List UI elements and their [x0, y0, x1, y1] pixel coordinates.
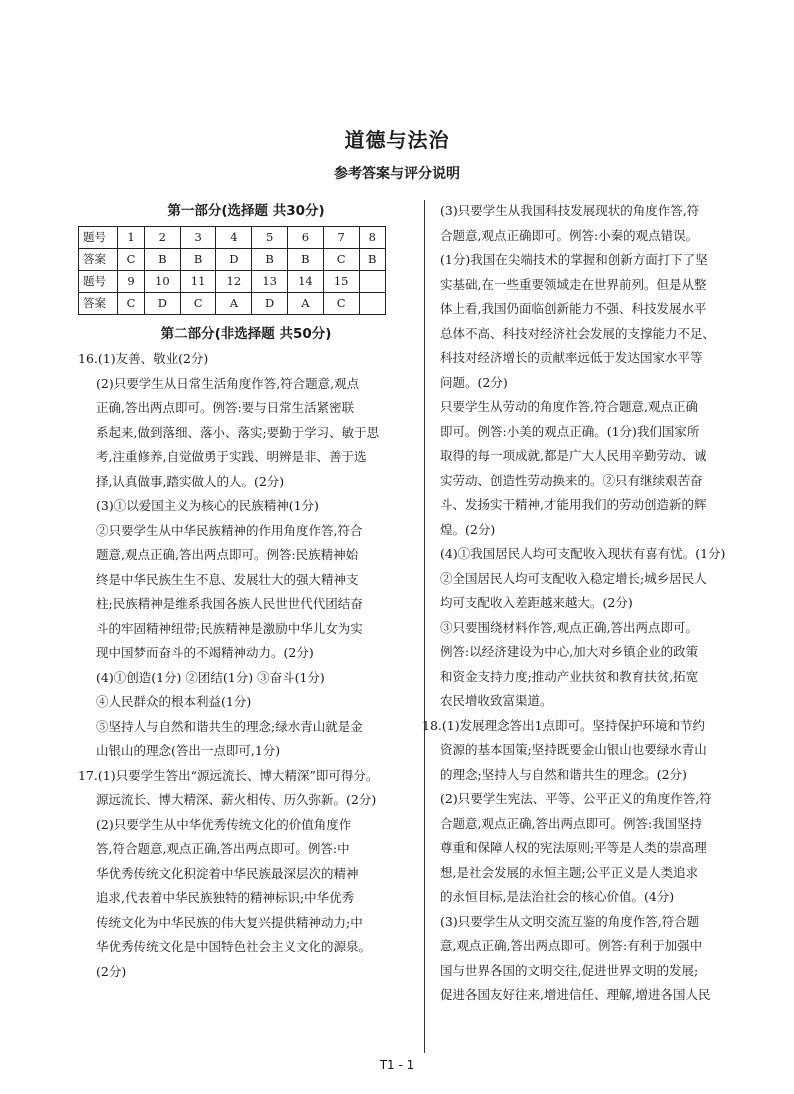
- table-cell: [359, 293, 385, 315]
- part2-heading: 第二部分(非选择题 共50分): [160, 326, 332, 342]
- page-number: T1 - 1: [379, 1058, 415, 1072]
- right-column: [422, 199, 730, 1008]
- table-cell: C: [118, 249, 145, 271]
- part1-heading: 第一部分(选择题 共30分): [167, 203, 325, 219]
- table-row: [79, 227, 386, 249]
- table-cell: 15: [323, 271, 359, 293]
- table-cell: [359, 271, 385, 293]
- answer-line: 想,是社会发展的永恒主题;公平正义是人类追求: [440, 864, 699, 880]
- answer-line: 农民增收致富渠道。: [440, 693, 553, 708]
- left-answers: [78, 347, 414, 984]
- table-cell: 2: [144, 227, 180, 249]
- table-cell: D: [144, 293, 180, 315]
- table-cell: 4: [216, 227, 252, 249]
- table-cell: 14: [288, 271, 324, 293]
- answer-line: 择,认真做事,踏实做人的人。(2分): [96, 473, 285, 489]
- answer-line: 17.(1)只要学生答出“源远流长、博大精深”即可得分。: [78, 767, 379, 783]
- column-divider: [424, 200, 425, 1053]
- answer-line: (3)只要学生从文明交流互鉴的角度作答,符合题: [440, 913, 700, 929]
- table-cell: 1: [118, 227, 145, 249]
- answer-line: 正确,答出两点即可。例答:要与日常生活紧密联: [96, 400, 355, 415]
- table-cell: B: [144, 249, 180, 271]
- answer-line: (2)只要学生从中华优秀传统文化的价值角度作: [96, 816, 352, 832]
- table-row-header: 答案: [79, 249, 118, 271]
- page-title: 道德与法治: [344, 128, 450, 152]
- answer-line: 国与世界各国的文明交往,促进世界文明的发展;: [440, 962, 699, 978]
- answer-line: 取得的每一项成就,都是广大人民用辛勤劳动、诚: [440, 448, 707, 463]
- answer-line: 追求,代表着中华民族独特的精神标识;中华优秀: [96, 890, 355, 905]
- table-cell: A: [216, 293, 252, 315]
- table-cell: A: [288, 293, 324, 315]
- answer-line: 例答:以经济建设为中心,加大对乡镇企业的政策: [440, 644, 699, 659]
- right-answers: [422, 199, 730, 1008]
- table-cell: 12: [216, 271, 252, 293]
- answer-line: ③只要围绕材料作答,观点正确,答出两点即可。: [440, 619, 698, 635]
- answer-line: 的理念;坚持人与自然和谐共生的理念。(2分): [440, 766, 687, 782]
- table-cell: 7: [323, 227, 359, 249]
- table-cell: C: [180, 293, 216, 315]
- answer-line: (1分)我国在尖端技术的掌握和创新方面打下了坚: [440, 252, 708, 267]
- answer-line: 的永恒目标,是法治社会的核心价值。(4分): [440, 889, 675, 904]
- table-cell: 10: [144, 271, 180, 293]
- table-cell: 13: [252, 271, 288, 293]
- answer-line: (4)①创造(1分) ②团结(1分) ③奋斗(1分): [96, 669, 325, 685]
- page-subtitle: 参考答案与评分说明: [334, 166, 460, 182]
- answer-line: 实劳动、创造性劳动换来的。②只有继续艰苦奋: [440, 472, 703, 488]
- left-column: [78, 198, 414, 984]
- answer-line: (2分): [96, 963, 127, 979]
- table-row-header: 题号: [79, 271, 118, 293]
- answer-line: 18.(1)发展理念答出1点即可。坚持保护环境和节约: [422, 717, 706, 733]
- table-row: [79, 249, 386, 271]
- table-cell: D: [252, 293, 288, 315]
- answer-line: 总体不高、科技对经济社会发展的支撑能力不足、: [440, 325, 716, 341]
- answer-line: 华优秀传统文化是中国特色社会主义文化的源泉。: [96, 939, 372, 954]
- table-cell: B: [359, 249, 385, 271]
- table-row: [79, 293, 386, 315]
- answer-line: 煌。(2分): [440, 521, 496, 537]
- answer-line: 和资金支持力度;推动产业扶贫和教育扶贫,拓宽: [440, 668, 699, 684]
- answer-line: (4)①我国居民人均可支配收入现状有喜有忧。(1分): [440, 546, 726, 561]
- answer-line: 体上看,我国仍面临创新能力不强、科技发展水平: [440, 301, 707, 316]
- table-cell: C: [323, 249, 359, 271]
- answer-line: 促进各国友好往来,增进信任、理解,增进各国人民: [440, 987, 711, 1002]
- answer-line: 考,注重修养,自觉做勇于实践、明辨是非、善于选: [96, 449, 367, 464]
- answer-line: ②只要学生从中华民族精神的作用角度作答,符合: [96, 522, 363, 538]
- answer-line: 合题意,观点正确,答出两点即可。例答:我国坚持: [440, 815, 703, 831]
- answer-line: 现中国梦而奋斗的不竭精神动力。(2分): [96, 645, 314, 660]
- answer-line: 华优秀传统文化积淀着中华民族最深层次的精神: [96, 865, 359, 881]
- answer-line: 柱;民族精神是维系我国各族人民世世代代团结奋: [96, 596, 363, 611]
- answer-line: 传统文化为中华民族的伟大复兴提供精神动力;中: [96, 914, 363, 930]
- answer-line: ②全国居民人均可支配收入稳定增长;城乡居民人: [440, 570, 707, 586]
- answer-line: (3)只要学生从我国科技发展现状的角度作答,符: [440, 203, 700, 218]
- answer-line: 16.(1)友善、敬业(2分): [78, 351, 209, 366]
- answer-line: (2)只要学生宪法、平等、公平正义的角度作答,符: [440, 791, 712, 806]
- answer-line: 系起来,做到落细、落小、落实;要勤于学习、敏于思: [96, 424, 380, 440]
- answer-line: (3)①以爱国主义为核心的民族精神(1分): [96, 498, 319, 513]
- answer-line: 答,符合题意,观点正确,答出两点即可。例答:中: [96, 841, 350, 856]
- table-cell: B: [252, 249, 288, 271]
- table-cell: B: [288, 249, 324, 271]
- answer-line: 意,观点正确,答出两点即可。例答:有利于加强中: [440, 938, 703, 953]
- answer-table: [78, 226, 386, 315]
- answer-line: 斗的牢固精神纽带;民族精神是激励中华儿女为实: [96, 620, 363, 636]
- answer-line: 山银山的理念(答出一点即可,1分): [96, 743, 281, 758]
- table-row: [79, 271, 386, 293]
- table-cell: 8: [359, 227, 385, 249]
- table-cell: C: [323, 293, 359, 315]
- answer-line: 源远流长、博大精深、薪火相传、历久弥新。(2分): [96, 792, 377, 807]
- answer-line: 尊重和保障人权的宪法原则;平等是人类的崇高理: [440, 840, 707, 855]
- answer-line: 科技对经济增长的贡献率远低于发达国家水平等: [440, 350, 703, 365]
- answer-line: 实基础,在一些重要领域走在世界前列。但是从整: [440, 276, 707, 292]
- answer-line: 均可支配收入差距越来越大。(2分): [440, 595, 633, 610]
- table-cell: C: [118, 293, 145, 315]
- answer-line: 斗、发扬实干精神,才能用我们的劳动创造新的辉: [440, 497, 707, 512]
- answer-line: 资源的基本国策;坚持既要金山银山也要绿水青山: [440, 742, 707, 757]
- answer-line: 问题。(2分): [440, 374, 508, 390]
- table-cell: B: [180, 249, 216, 271]
- table-row-header: 题号: [79, 227, 118, 249]
- answer-line: ⑤坚持人与自然和谐共生的理念;绿水青山就是金: [96, 718, 363, 734]
- table-cell: 3: [180, 227, 216, 249]
- table-cell: 6: [288, 227, 324, 249]
- table-cell: 11: [180, 271, 216, 293]
- answer-line: 题意,观点正确,答出两点即可。例答:民族精神始: [96, 547, 359, 562]
- table-cell: D: [216, 249, 252, 271]
- answer-line: ④人民群众的根本利益(1分): [96, 694, 252, 709]
- answer-line: (2)只要学生从日常生活角度作答,符合题意,观点: [96, 375, 360, 391]
- answer-line: 只要学生从劳动的角度作答,符合题意,观点正确: [440, 399, 698, 414]
- table-cell: 9: [118, 271, 145, 293]
- answer-line: 合题意,观点正确即可。例答:小秦的观点错误。: [440, 227, 699, 243]
- answer-line: 即可。例答:小美的观点正确。(1分)我们国家所: [440, 423, 700, 439]
- answer-line: 终是中华民族生生不息、发展壮大的强大精神支: [96, 571, 359, 587]
- table-row-header: 答案: [79, 293, 118, 315]
- table-cell: 5: [252, 227, 288, 249]
